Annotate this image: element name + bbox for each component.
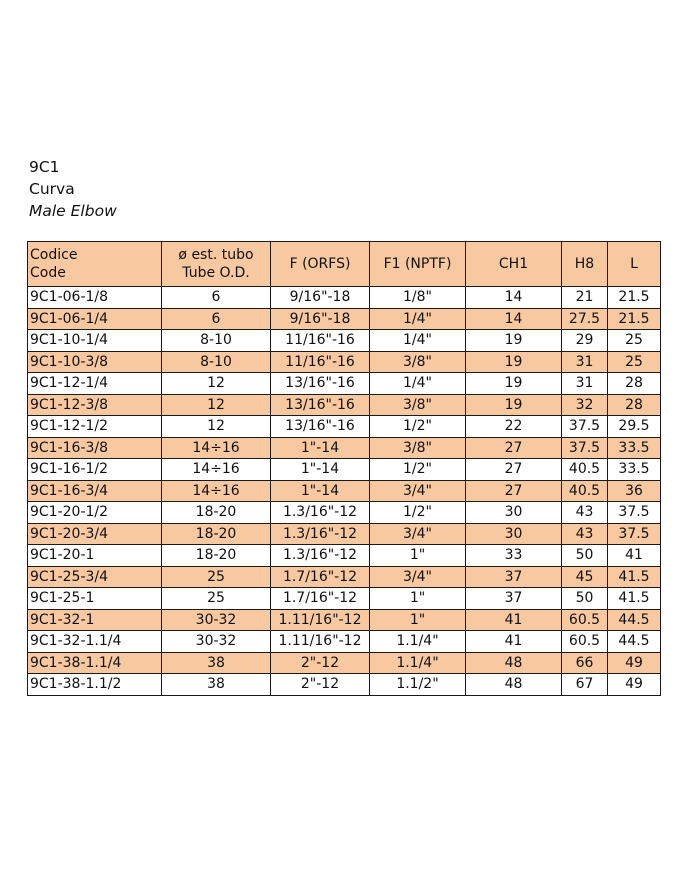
cell-f1-nptf: 1/4" [370,373,466,395]
cell-f1-nptf: 1" [370,588,466,610]
table-row [28,609,661,631]
cell-h8: 50 [562,545,608,567]
cell-f1-nptf: 3/8" [370,394,466,416]
cell-h8: 67 [562,674,608,696]
cell-code: 9C1-16-3/4 [28,480,162,502]
cell-ch1: 14 [466,287,562,309]
cell-tube-od: 8-10 [162,351,271,373]
cell-code: 9C1-25-1 [28,588,162,610]
cell-f1-nptf: 1.1/4" [370,631,466,653]
header-ch1: CH1 [466,242,562,287]
cell-l: 21.5 [608,287,661,309]
table-row [28,459,661,481]
cell-ch1: 33 [466,545,562,567]
cell-f1-nptf: 1" [370,545,466,567]
header-tube-od: ø est. tubo Tube O.D. [162,242,271,287]
cell-h8: 31 [562,351,608,373]
cell-tube-od: 6 [162,308,271,330]
cell-l: 29.5 [608,416,661,438]
cell-l: 33.5 [608,459,661,481]
cell-ch1: 19 [466,351,562,373]
cell-code: 9C1-16-1/2 [28,459,162,481]
cell-tube-od: 38 [162,652,271,674]
cell-code: 9C1-06-1/8 [28,287,162,309]
cell-ch1: 37 [466,566,562,588]
cell-ch1: 27 [466,437,562,459]
cell-f-orfs: 1.11/16"-12 [271,631,370,653]
cell-h8: 50 [562,588,608,610]
cell-tube-od: 30-32 [162,631,271,653]
cell-l: 21.5 [608,308,661,330]
cell-f1-nptf: 1/2" [370,416,466,438]
cell-tube-od: 14÷16 [162,480,271,502]
cell-f-orfs: 1.11/16"-12 [271,609,370,631]
cell-h8: 40.5 [562,459,608,481]
cell-l: 25 [608,351,661,373]
cell-l: 36 [608,480,661,502]
table-row [28,480,661,502]
table-row [28,394,661,416]
cell-ch1: 48 [466,674,562,696]
cell-code: 9C1-38-1.1/4 [28,652,162,674]
cell-f-orfs: 1"-14 [271,459,370,481]
cell-f1-nptf: 1/2" [370,502,466,524]
cell-tube-od: 8-10 [162,330,271,352]
cell-f1-nptf: 3/8" [370,437,466,459]
cell-code: 9C1-10-3/8 [28,351,162,373]
cell-f1-nptf: 1/2" [370,459,466,481]
table-row [28,287,661,309]
cell-f-orfs: 1.3/16"-12 [271,523,370,545]
cell-f-orfs: 2"-12 [271,674,370,696]
cell-f1-nptf: 1/4" [370,308,466,330]
table-row [28,652,661,674]
cell-f1-nptf: 1.1/2" [370,674,466,696]
cell-l: 37.5 [608,502,661,524]
table-row [28,502,661,524]
cell-f-orfs: 2"-12 [271,652,370,674]
cell-f1-nptf: 1.1/4" [370,652,466,674]
header-f-orfs: F (ORFS) [271,242,370,287]
table-row [28,373,661,395]
cell-tube-od: 18-20 [162,545,271,567]
cell-h8: 60.5 [562,609,608,631]
cell-f-orfs: 13/16"-16 [271,416,370,438]
cell-ch1: 41 [466,631,562,653]
cell-tube-od: 18-20 [162,523,271,545]
product-heading [29,156,117,222]
table-row [28,308,661,330]
cell-f-orfs: 1.3/16"-12 [271,502,370,524]
cell-h8: 29 [562,330,608,352]
cell-tube-od: 30-32 [162,609,271,631]
header-l: L [608,242,661,287]
table-row [28,588,661,610]
cell-f1-nptf: 3/8" [370,351,466,373]
cell-l: 41.5 [608,588,661,610]
cell-h8: 32 [562,394,608,416]
cell-tube-od: 25 [162,566,271,588]
cell-code: 9C1-32-1.1/4 [28,631,162,653]
cell-f1-nptf: 3/4" [370,480,466,502]
cell-h8: 37.5 [562,437,608,459]
cell-f-orfs: 1.7/16"-12 [271,588,370,610]
cell-l: 41 [608,545,661,567]
cell-l: 49 [608,674,661,696]
header-h8: H8 [562,242,608,287]
cell-tube-od: 14÷16 [162,437,271,459]
cell-f-orfs: 1"-14 [271,480,370,502]
cell-h8: 40.5 [562,480,608,502]
cell-tube-od: 6 [162,287,271,309]
cell-tube-od: 12 [162,373,271,395]
cell-l: 44.5 [608,631,661,653]
cell-h8: 37.5 [562,416,608,438]
product-code: 9C1 [29,158,60,176]
cell-f-orfs: 13/16"-16 [271,394,370,416]
cell-h8: 27.5 [562,308,608,330]
cell-ch1: 48 [466,652,562,674]
header-code: Codice Code [28,242,162,287]
cell-f-orfs: 1.3/16"-12 [271,545,370,567]
cell-f1-nptf: 1/4" [370,330,466,352]
cell-l: 37.5 [608,523,661,545]
cell-tube-od: 12 [162,394,271,416]
cell-ch1: 27 [466,480,562,502]
cell-f-orfs: 1"-14 [271,437,370,459]
cell-h8: 43 [562,502,608,524]
cell-h8: 60.5 [562,631,608,653]
cell-l: 41.5 [608,566,661,588]
cell-ch1: 27 [466,459,562,481]
cell-f-orfs: 13/16"-16 [271,373,370,395]
cell-ch1: 30 [466,502,562,524]
cell-code: 9C1-20-1/2 [28,502,162,524]
cell-l: 28 [608,394,661,416]
cell-code: 9C1-32-1 [28,609,162,631]
cell-tube-od: 25 [162,588,271,610]
table-row [28,545,661,567]
spec-table-body [28,287,661,696]
cell-h8: 66 [562,652,608,674]
header-row [28,242,661,287]
cell-ch1: 37 [466,588,562,610]
cell-l: 28 [608,373,661,395]
cell-tube-od: 18-20 [162,502,271,524]
cell-h8: 45 [562,566,608,588]
cell-code: 9C1-06-1/4 [28,308,162,330]
table-row [28,330,661,352]
cell-code: 9C1-16-3/8 [28,437,162,459]
cell-f-orfs: 9/16"-18 [271,308,370,330]
cell-l: 49 [608,652,661,674]
cell-f-orfs: 11/16"-16 [271,351,370,373]
cell-h8: 43 [562,523,608,545]
cell-code: 9C1-25-3/4 [28,566,162,588]
cell-code: 9C1-38-1.1/2 [28,674,162,696]
table-row [28,416,661,438]
cell-l: 33.5 [608,437,661,459]
cell-ch1: 22 [466,416,562,438]
cell-ch1: 14 [466,308,562,330]
cell-code: 9C1-10-1/4 [28,330,162,352]
cell-ch1: 19 [466,373,562,395]
cell-code: 9C1-20-3/4 [28,523,162,545]
cell-f-orfs: 11/16"-16 [271,330,370,352]
table-row [28,437,661,459]
cell-h8: 31 [562,373,608,395]
cell-f1-nptf: 1/8" [370,287,466,309]
cell-ch1: 41 [466,609,562,631]
table-row [28,631,661,653]
table-row [28,674,661,696]
table-row [28,523,661,545]
header-f1-nptf: F1 (NPTF) [370,242,466,287]
cell-f1-nptf: 1" [370,609,466,631]
cell-l: 25 [608,330,661,352]
cell-f1-nptf: 3/4" [370,523,466,545]
product-name-english: Male Elbow [29,202,117,220]
cell-f-orfs: 9/16"-18 [271,287,370,309]
cell-h8: 21 [562,287,608,309]
cell-code: 9C1-12-3/8 [28,394,162,416]
cell-tube-od: 14÷16 [162,459,271,481]
cell-ch1: 19 [466,394,562,416]
cell-f1-nptf: 3/4" [370,566,466,588]
cell-l: 44.5 [608,609,661,631]
table-row [28,566,661,588]
cell-f-orfs: 1.7/16"-12 [271,566,370,588]
spec-table-header [28,242,661,287]
cell-tube-od: 38 [162,674,271,696]
cell-code: 9C1-20-1 [28,545,162,567]
spec-table [27,241,661,696]
product-name-italian: Curva [29,180,75,198]
cell-tube-od: 12 [162,416,271,438]
table-row [28,351,661,373]
cell-ch1: 30 [466,523,562,545]
cell-code: 9C1-12-1/4 [28,373,162,395]
cell-code: 9C1-12-1/2 [28,416,162,438]
cell-ch1: 19 [466,330,562,352]
